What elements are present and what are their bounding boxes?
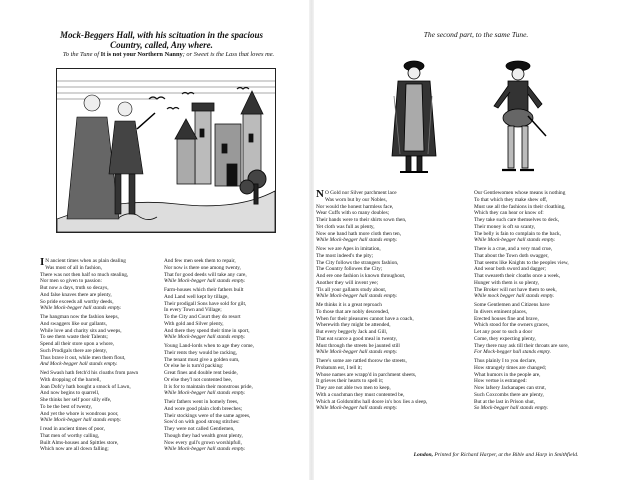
column-1 xyxy=(40,258,158,455)
woodcut-illustration xyxy=(56,68,276,233)
stanza: Their fathers went in homely frees, And wore good plain cloth breeches; Their stockings were of the same agrees, Sow'd on with good strong stitches: They were not called Gentlemen, Though they had wealth great plenty, Now every gull's grown worshipfull, While Mock-begger hall stands empty. xyxy=(164,399,251,453)
stanza: Some Gentlemen and Citizens have In divers eminent places, Erected houses fine and brave, Which stood for the owners graces, Let any poor to such a door Come, they expecting plenty, They there may ask till their throats are sore, For Mock-begger hall stands empty. xyxy=(474,302,569,356)
imprint-place: London, xyxy=(413,452,435,458)
stanza: I N ancient times when as plain dealing Was most of all in fashion, There was not then half so much stealing, Nor men so given to passion: But now a days, truth so decays, And false knaves there are plenty, So pride exceeds all worthy deeds, While Mock-begger hall stands empty. xyxy=(40,256,129,312)
stanza: Me thinks it is a great reproach To those that are nobly descended, When for their pleasures cannot have a coach, Wherewith they might be attended, But every beggerly Jack and Gill, That eat scarce a good meal in twenty, Must through the streets be jaunted still While Mock-begger hall stands empty. xyxy=(316,302,414,356)
stanza: Ned Swash hath fetch'd his cloaths from pawn With dropping of the barrell, Joan Dofs'y hath bought a smock of Lawn, And now begins to quarrell, She thinks her self poor silly elfe, To be the best of twenty, And yet the whore is wondrous poor, While Mock-begger hall stands empty. xyxy=(40,370,139,424)
gentleman-woodcut xyxy=(484,56,550,184)
book-gutter xyxy=(309,0,314,480)
stanza: There's some are rattled thorow the streets, Probatum est, I tell it; Whose names are wrapp'd in parchment sheets, It grieves their hearts to spell it; They are not able two men to keep, With a coachman they must contented be, Which at Goldsmiths hall doore in's box lies a sleep, While Mock-begger hall stands empty. xyxy=(316,358,428,412)
column-2 xyxy=(164,258,306,455)
printer-imprint xyxy=(376,452,616,458)
drop-cap-2: N xyxy=(316,188,324,200)
stanza: Thus plainly I to you declare, How strangely times are changed; What humors in the people are, How vertue is estranged: Now lafsery Jackanapes can strut, Such Coxcombs there are plenty, But at the last in Prison shut, So Mock-begger hall stands empty. xyxy=(474,358,549,412)
stanza: There is a crue, and a very mad crue, That about the Town doth swagger, That seems like Knights to the peoples view, And wear both sword and dagger; That sweareth their cloaths once a week, Hunger with them is so plenty, The Broker will not have them to seek, While mock begger hall stands empty. xyxy=(474,246,569,300)
stanza: The hangman now the fashion keeps, And swaggers like our gallants, While love and charity sits and weeps, To see them waste their Talents; Spend all their store upon a whore, Such Prodigals there are plenty, Thus brave it out, while men them flout, And Mock-begger hall stands empty. xyxy=(40,314,126,368)
stanza: N O Gold nor Silver parchment lace Was worn but by our Nobles, Nor would the honest harmless face, Wear Cuffs with so many doubles; Their bands were to their shirts sown then, Yet cloth was full as plenty, Now one band hath more cloth then ten, While Mock-begger hall stands empty. xyxy=(316,188,407,244)
stanza: Our Gentlewomen whose means is nothing To that which they make shew off, Must use all the fashions in their cloathing, Which they can hear or know of: They take such care themselves to deck, Their money is oft so scanty, The belly is fain to complain to the back, While Mock-begger hall stands empty. xyxy=(474,190,566,244)
stanza: Now we are Apes in imitation, The most indeed's the pity; The City follows the strangers fashion, The Country followes the City; And ere one fashion is known throughout, Another they will invent yee; 'Tis all your gallants study about, While Mock-begger hall stands empty. xyxy=(316,246,406,300)
stanza: Farm-houses which their fathers built And Land well kept by tillage, Their prodigall Sons have sold for gilt, In every Town and Village; To the City and Court they do resort With gold and Silver plenty, And there they spend their time in sport, While Mock-begger hall stands empty. xyxy=(164,287,250,341)
second-part-title: The second part, to the same Tune. xyxy=(423,30,529,39)
imprint-text: Printed for Richard Harper, at the Bible and Harp in Smithfield. xyxy=(434,452,579,458)
right-page xyxy=(316,4,622,476)
stanza: Young Land-lords when to age they come, Their rents they would be racking, The tenant must give a golden sum, Or else he is turn'd packing: Great fines and double rent beside, Or else they'l not contented bee, It is for to maintain their monstrous pride, While Mock-begger hall stands empty. xyxy=(164,343,254,397)
figure-cloaked-man xyxy=(384,56,442,178)
tune-name-1: It is not your Northern Nanny xyxy=(100,51,183,58)
cloaked-man-woodcut xyxy=(384,56,442,178)
title-line-2: Country, called, Any where. xyxy=(110,40,213,50)
column-4 xyxy=(474,190,620,414)
title-line-1: Mock-Beggers Hall, with his scituation in the spacious xyxy=(59,30,264,40)
drop-cap-1: I xyxy=(40,256,45,268)
left-page xyxy=(4,4,307,476)
ballad-title xyxy=(44,30,279,50)
tune-name-2: Sweet is the Lass that loves me. xyxy=(193,51,275,58)
stanza: I read in ancient times of poor, That men of worthy calling, Built Alms-houses and Spittles store, Which now are all down falling; xyxy=(40,426,119,453)
column-3 xyxy=(316,190,470,414)
castle-woodcut-image xyxy=(57,69,275,232)
stanza: And few men seek them to repair, Nor now is there one among twenty, That for good deeds will take any care, While Mock-begger hall stands empty. xyxy=(164,258,247,285)
tune-line: To the Tune of It is not your Northern Nanny; or Sweet is the Lass that loves me. xyxy=(62,51,275,58)
figure-gentleman xyxy=(484,56,550,184)
